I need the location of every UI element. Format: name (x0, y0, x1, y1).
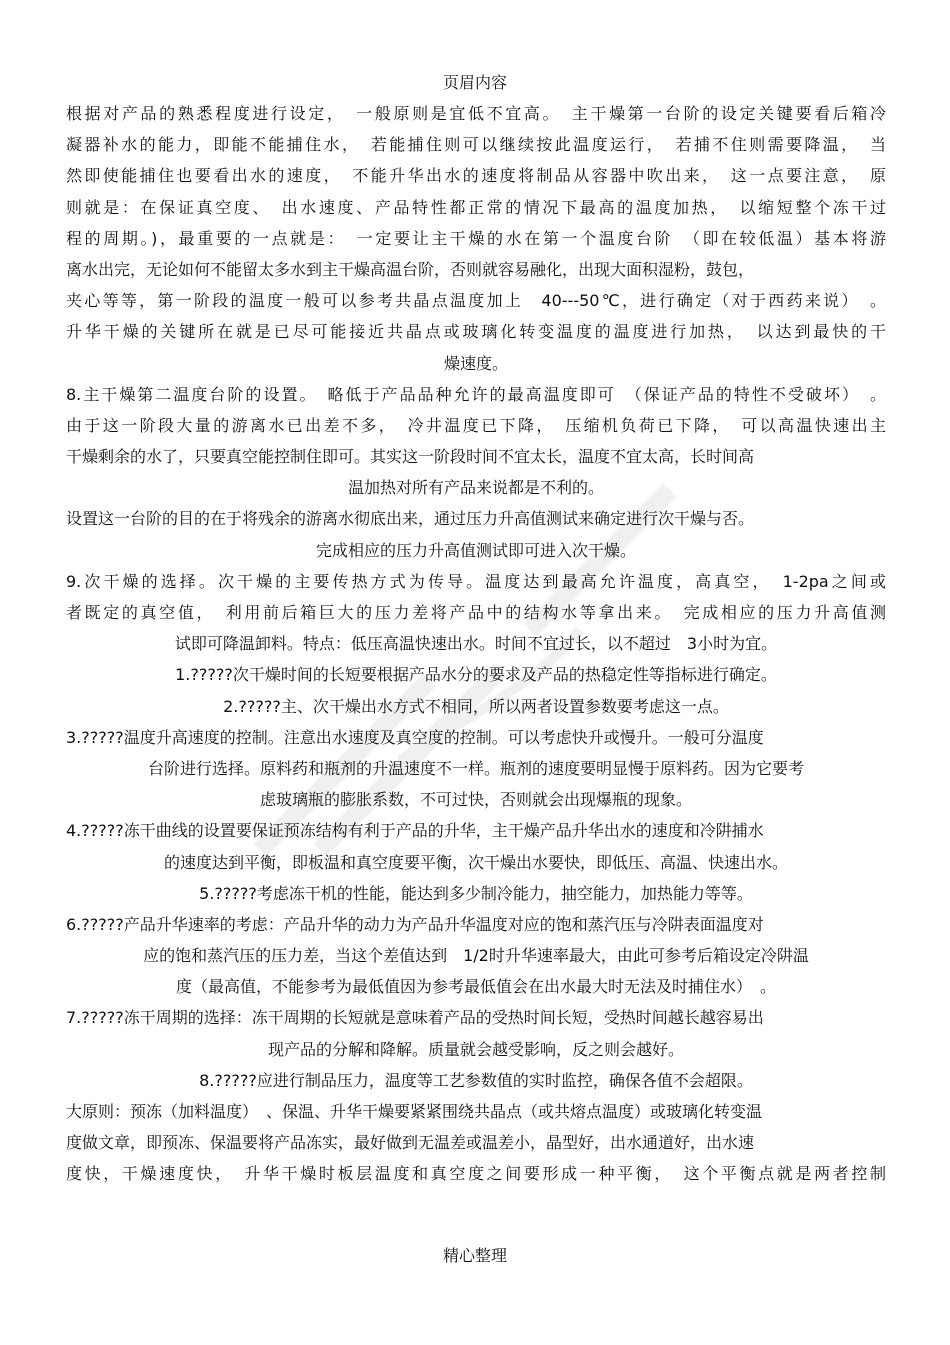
text-line: 完成相应的压力升高值测试即可进入次干燥。 (315, 540, 636, 560)
text-line: 试即可降温卸料。特点：低压高温快速出水。时间不宜过长，以不超过 3小时为宜。 (174, 634, 778, 654)
text-line: 设置这一台阶的目的在于将残余的游离水彻底出来，通过压力升高值测试来确定进行次干燥与否。 (66, 509, 755, 529)
text-line: 4.?????冻干曲线的设置要保证预冻结构有利于产品的升华，主干燥产品升华出水的速度和冷阱捕水 (66, 821, 764, 841)
text-line: 虑玻璃瓶的膨胀系数，不可过快，否则就会出现爆瓶的现象。 (259, 790, 692, 810)
page-header: 页眉内容 (442, 73, 507, 92)
text-line: 的速度达到平衡，即板温和真空度要平衡，次干燥出水要快，即低压、高温、快速出水。 (163, 852, 788, 872)
text-line: 度快，干燥速度快， 升华干燥时板层温度和真空度之间要形成一种平衡， 这个平衡点就是两者控制 (66, 1164, 886, 1184)
text-line: 7.?????冻干周期的选择：冻干周期的长短就是意味着产品的受热时间长短，受热时间越长越容易出 (66, 1008, 764, 1028)
text-line: 8.?????应进行制品压力，温度等工艺参数值的实时监控，确保各值不会超限。 (199, 1070, 753, 1090)
text-line: 2.?????主、次干燥出水方式不相同，所以两者设置参数要考虑这一点。 (223, 696, 729, 716)
text-line: 6.?????产品升华速率的考虑：产品升华的动力为产品升华温度对应的饱和蒸汽压与冷阱表面温度对 (66, 914, 764, 934)
text-line: 由于这一阶段大量的游离水已出差不多， 冷井温度已下降， 压缩机负荷已下降， 可以高温快速出主 (66, 415, 886, 435)
text-line: 然即使能捕住也要看出水的速度， 不能升华出水的速度将制品从容器中吹出来， 这一点要注意， 原 (66, 166, 886, 186)
text-line: 升华干燥的关键所在就是已尽可能接近共晶点或玻璃化转变温度的温度进行加热， 以达到最快的干 (66, 322, 886, 342)
text-line: 应的饱和蒸汽压的压力差，当这个差值达到 1/2时升华速率最大，由此可参考后箱设定冷阱温 (143, 946, 809, 966)
text-line: 根据对产品的熟悉程度进行设定， 一般原则是宜低不宜高。 主干燥第一台阶的设定关键要看后箱冷 (66, 104, 886, 123)
text-line: 现产品的分解和降解。质量就会越受影响，反之则会越好。 (267, 1039, 684, 1059)
text-line: 1.?????次干燥时间的长短要根据产品水分的要求及产品的热稳定性等指标进行确定。 (175, 665, 777, 685)
document-body (66, 98, 886, 1190)
text-line: 9.次干燥的选择。次干燥的主要传热方式为传导。温度达到最高允许温度，高真空， 1-2pa之间或 (66, 571, 886, 591)
text-line: 燥速度。 (443, 353, 508, 373)
text-line: 台阶进行选择。原料药和瓶剂的升温速度不一样。瓶剂的速度要明显慢于原料药。因为它要考 (147, 758, 804, 778)
text-line: 5.?????考虑冻干机的性能，能达到多少制冷能力，抽空能力，加热能力等等。 (199, 883, 753, 903)
text-line: 者既定的真空值， 利用前后箱巨大的压力差将产品中的结构水等拿出来。 完成相应的压力升高值测 (66, 603, 886, 622)
text-line: 凝器补水的能力，即能不能捕住水， 若能捕住则可以继续按此温度运行， 若捕不住则需要降温， 当 (66, 135, 886, 155)
text-line: 8.主干燥第二温度台阶的设置。 略低于产品品种允许的最高温度即可 （保证产品的特性不受破坏） 。 (66, 384, 886, 404)
text-line: 则就是：在保证真空度、 出水速度、产品特性都正常的情况下最高的温度加热， 以缩短整个冻干过 (66, 197, 886, 217)
text-line: 离水出完，无论如何不能留太多水到主干燥高温台阶，否则就容易融化，出现大面积湿粉，鼓包， (66, 259, 755, 279)
text-line: 夹心等等，第一阶段的温度一般可以参考共晶点温度加上 40---50℃，进行确定（对于西药来说） 。 (66, 291, 886, 311)
text-line: 度（最高值，不能参考为最低值因为参考最低值会在出水最大时无法及时捕住水） 。 (175, 977, 776, 997)
text-line: 程的周期。)，最重要的一点就是： 一定要让主干燥的水在第一个温度台阶 （即在较低温）基本将游 (66, 228, 886, 248)
text-line: 干燥剩余的水了，只要真空能控制住即可。其实这一阶段时间不宜太长，温度不宜太高，长时间高 (66, 447, 755, 467)
text-line: 大原则：预冻（加料温度） 、保温、升华干燥要紧紧围绕共晶点（或共熔点温度）或玻璃化转变温 (66, 1102, 763, 1121)
text-line: 温加热对所有产品来说都是不利的。 (347, 478, 604, 498)
page-footer: 精心整理 (442, 1246, 507, 1265)
text-line: 3.?????温度升高速度的控制。注意出水速度及真空度的控制。可以考虑快升或慢升。一般可分温度 (66, 727, 764, 747)
text-line: 度做文章，即预冻、保温要将产品冻实，最好做到无温差或温差小，晶型好，出水通道好，出水速 (66, 1133, 755, 1153)
